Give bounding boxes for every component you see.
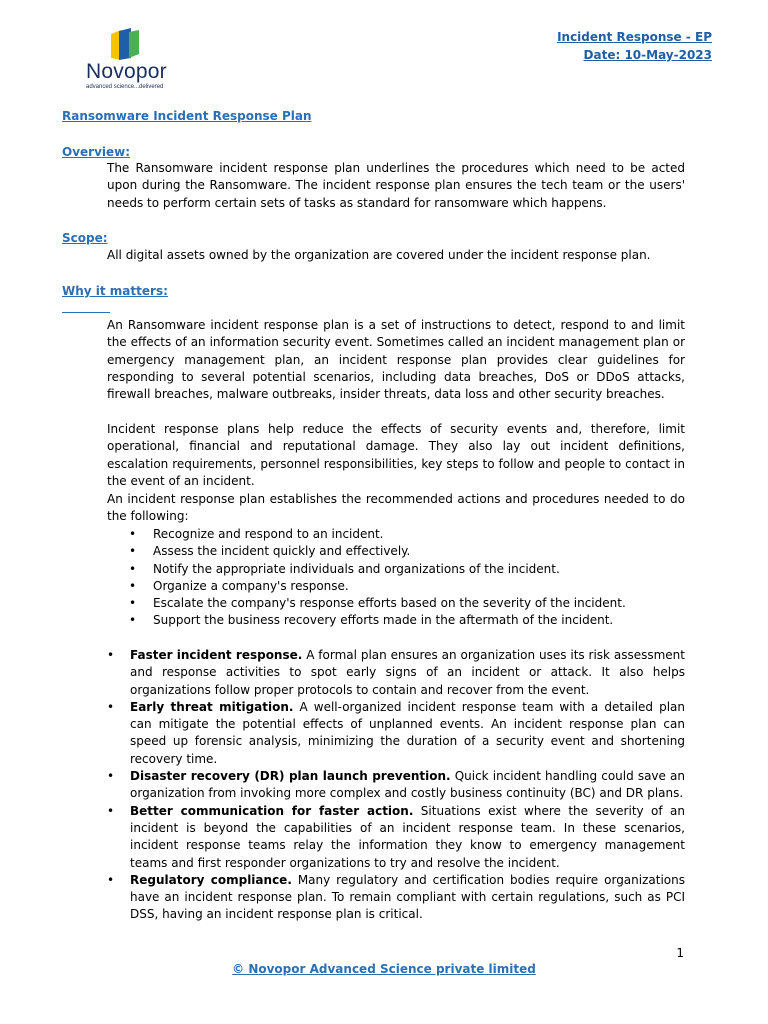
why-text-1: An Ransomware incident response plan is a set of instructions to detect, respond to and limit the effects of an information security event. Sometimes called an incident management plan or emergency management plan, an incident response plan provides clear guidelines for responding to several potential scenarios, including data breaches, DoS or DDoS attacks, firewall breaches, malware outbreaks, insider threats, data loss and other security breaches. [107, 318, 685, 402]
list-item: • Recognize and respond to an incident. [107, 526, 685, 543]
benefit-text: Situations exist where the severity of an incident is beyond the capabilities of an incident response team. In these scenarios, incident response teams relay the information they know to emergency management teams and first responder organizations to try and resolve the incident. [130, 803, 685, 870]
overview-paragraph [107, 160, 685, 212]
doc-date: Date: 10-May-2023 [583, 48, 712, 62]
benefit-item [107, 803, 685, 872]
list-item: • Assess the incident quickly and effectively. [107, 543, 685, 560]
why-heading: Why it matters: [62, 284, 168, 298]
why-paragraph-2 [107, 421, 685, 490]
scope-text: All digital assets owned by the organization are covered under the incident response plan. [107, 248, 651, 262]
logo-wordmark: Novopor [86, 60, 167, 83]
benefit-term: Regulatory compliance. [130, 872, 292, 887]
list-item: • Organize a company's response. [107, 578, 685, 595]
steps-list [107, 526, 685, 630]
benefit-text: A well-organized incident response team with a detailed plan can mitigate the potential effects of unplanned events. An incident response plan can speed up forensic analysis, minimizing the duration of a security event and shortening recovery time. [130, 699, 686, 766]
footer-copyright: © Novopor Advanced Science private limited [232, 962, 536, 976]
benefit-term: Better communication for faster action. [130, 803, 414, 818]
why-text-2: Incident response plans help reduce the effects of security events and, therefore, limit operational, financial and reputational damage. They also lay out incident definitions, escalation requirements, personnel responsibilities, key steps to follow and people to contact in the event of an incident. [107, 422, 685, 488]
benefits-list [107, 647, 685, 924]
benefit-text: A formal plan ensures an organization uses its risk assessment and response activities to spot early signs of an incident or attack. It also helps organizations follow proper protocols to contain and recover from the event. [130, 648, 685, 697]
benefit-term: Disaster recovery (DR) plan launch prevention. [130, 769, 451, 784]
page-number: 1 [676, 946, 684, 960]
benefit-item [107, 872, 685, 924]
benefit-item [107, 699, 685, 768]
overview-text: The Ransomware incident response plan underlines the procedures which need to be acted upon during the Ransomware. The incident response plan ensures the tech team or the users' needs to perform certain sets of tasks as standard for ransomware which happens. [107, 161, 685, 210]
benefit-text: Many regulatory and certification bodies require organizations have an incident response plan. To remain compliant with certain regulations, such as PCI DSS, having an incident response plan is critical. [130, 872, 685, 922]
overview-heading: Overview: [62, 145, 131, 159]
benefit-text: Quick incident handling could save an organization from invoking more complex and costly business continuity (BC) and DR plans. [130, 769, 685, 801]
logo-mark-icon [111, 28, 139, 60]
document-title: Ransomware Incident Response Plan [62, 109, 312, 123]
benefit-term: Early threat mitigation. [130, 699, 294, 714]
scope-heading: Scope: [62, 231, 108, 245]
header-info [557, 28, 712, 64]
list-item: • Escalate the company's response efforts based on the severity of the incident. [107, 595, 685, 612]
benefit-item [107, 647, 685, 699]
company-logo [62, 10, 174, 98]
why-text-3: An incident response plan establishes the recommended actions and procedures needed to do the following: [107, 492, 685, 524]
scope-paragraph [107, 247, 685, 264]
list-item: • Support the business recovery efforts made in the aftermath of the incident. [107, 612, 685, 629]
benefit-term: Faster incident response. [130, 648, 303, 662]
list-item: • Notify the appropriate individuals and organizations of the incident. [107, 561, 685, 578]
logo-tagline: advanced science...delivered [86, 84, 164, 90]
doc-title: Incident Response - EP [557, 30, 712, 44]
why-paragraph-3 [107, 491, 685, 526]
why-paragraph-1 [107, 317, 685, 403]
benefit-item [107, 768, 685, 803]
section-divider [62, 312, 110, 313]
